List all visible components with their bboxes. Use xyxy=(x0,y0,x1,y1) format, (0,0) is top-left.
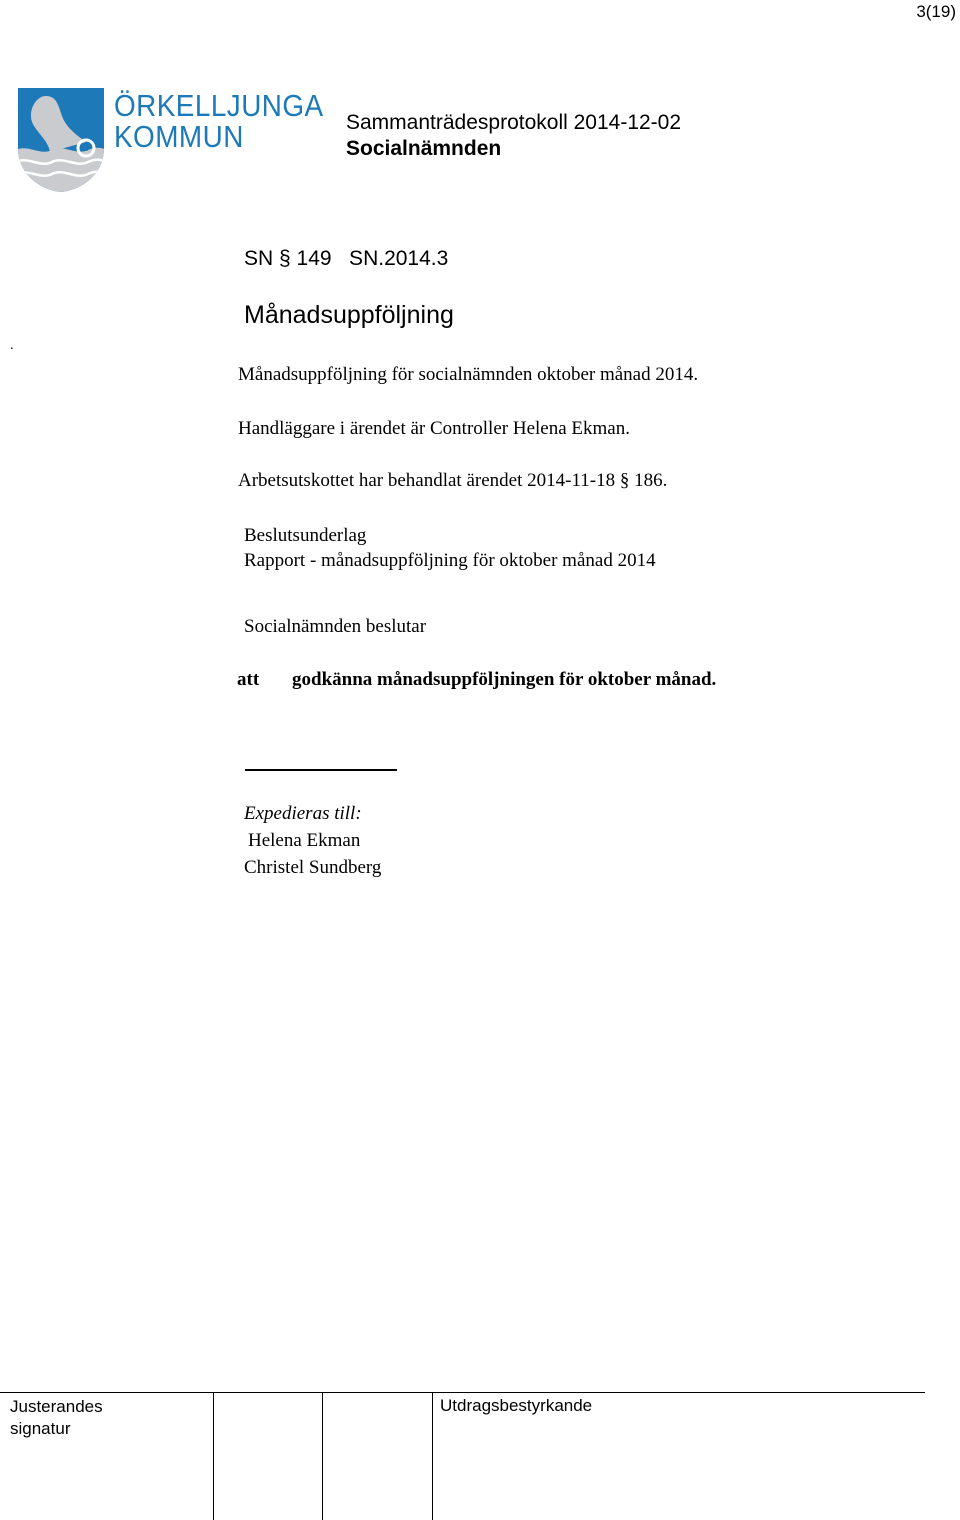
decision-text: godkänna månadsuppföljningen för oktober månad. xyxy=(292,669,717,690)
bell-coat-of-arms-icon xyxy=(16,86,108,194)
committee-name: Socialnämnden xyxy=(346,137,502,160)
body-paragraph: Arbetsutskottet har behandlat ärendet 2014-11-18 § 186. xyxy=(238,470,668,491)
decision-heading: Socialnämnden beslutar xyxy=(244,616,427,637)
footer-column-line xyxy=(213,1393,214,1520)
footer-column-line xyxy=(322,1393,323,1520)
decision-att: att xyxy=(237,669,260,690)
logo-text-line2: KOMMUN xyxy=(114,119,244,154)
logo-text-line1: ÖRKELLJUNGA xyxy=(114,88,324,123)
page-number: 3(19) xyxy=(916,2,956,21)
footer-label-signature: Justerandes signatur xyxy=(10,1397,103,1438)
distribution-recipient: Helena Ekman xyxy=(248,830,361,851)
case-heading: Månadsuppföljning xyxy=(244,301,454,329)
basis-text: Rapport - månadsuppföljning för oktober månad 2014 xyxy=(244,550,656,571)
protocol-title: Sammanträdesprotokoll 2014-12-02 xyxy=(346,111,682,134)
distribution-label: Expedieras till: xyxy=(244,803,362,824)
body-paragraph: Månadsuppföljning för socialnämnden oktober månad 2014. xyxy=(238,364,699,385)
footer-divider xyxy=(0,1392,925,1393)
stray-mark: . xyxy=(10,338,14,353)
footer-label-certification: Utdragsbestyrkande xyxy=(440,1396,593,1415)
basis-heading: Beslutsunderlag xyxy=(244,525,367,546)
body-paragraph: Handläggare i ärendet är Controller Helena Ekman. xyxy=(238,418,630,439)
distribution-recipient: Christel Sundberg xyxy=(244,857,382,878)
case-reference: SN § 149 SN.2014.3 xyxy=(244,247,449,270)
divider xyxy=(245,769,397,771)
footer-column-line xyxy=(432,1393,433,1520)
